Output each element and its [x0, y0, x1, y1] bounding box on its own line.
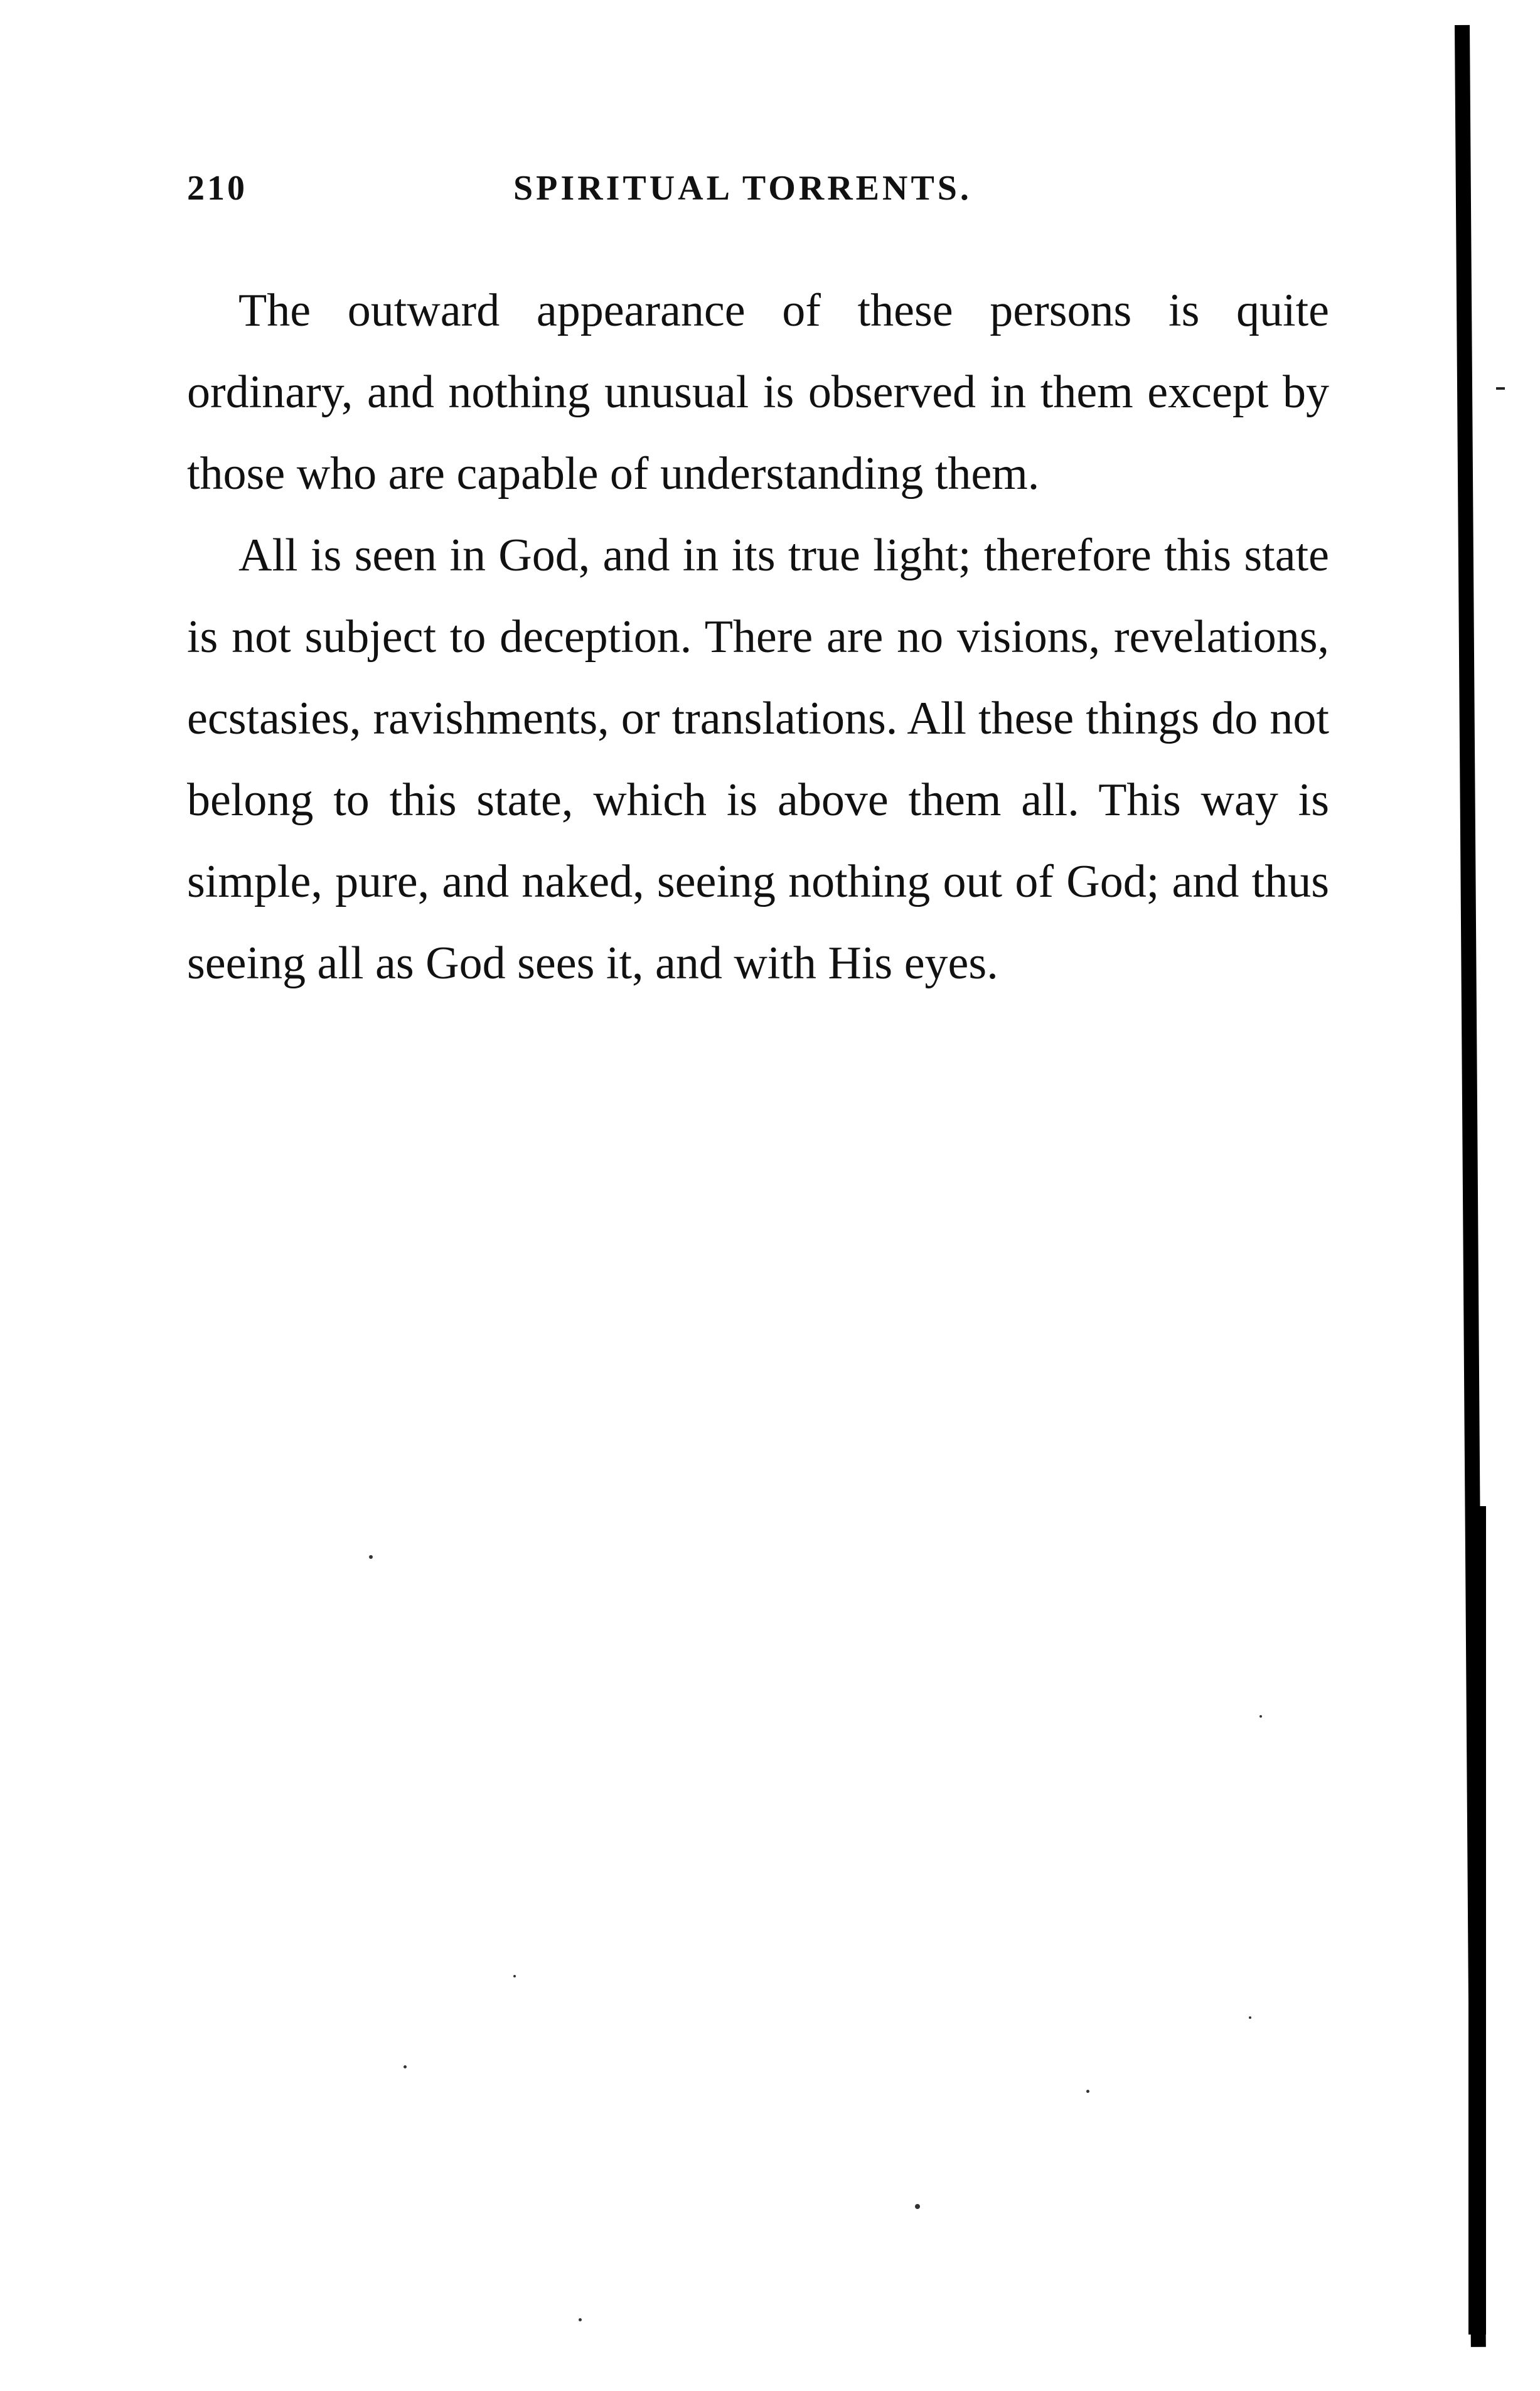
paper-speck [404, 2065, 407, 2068]
paragraph-2: All is seen in God, and in its true light; therefore this state is not subject to deception. There are no visions, revelations, ecstasies, ravishments, or translations. All these things do not belong to this state, which is above them all. This way is simple, pure, and naked, seeing nothing out of God; and thus seeing all as God sees it, and with His eyes. [187, 530, 1329, 989]
page-number: 210 [187, 169, 247, 208]
paper-speck [915, 2204, 920, 2209]
paper-speck [1259, 1715, 1262, 1718]
paper-speck [1086, 2090, 1089, 2093]
binding-edge-shadow-lower [1468, 1506, 1486, 2335]
paper-speck [369, 1555, 373, 1559]
running-title: SPIRITUAL TORRENTS. [513, 169, 972, 208]
paper-speck [1249, 2016, 1251, 2019]
paper-speck [579, 2318, 582, 2321]
paper-speck [513, 1975, 516, 1977]
body-text [187, 270, 1329, 1004]
binding-tick-mark [1496, 387, 1505, 390]
running-head [187, 168, 1329, 218]
paragraph-1: The outward appearance of these persons is quite ordinary, and nothing unusual is observed in them except by those who are capable of understanding them. [187, 285, 1329, 500]
